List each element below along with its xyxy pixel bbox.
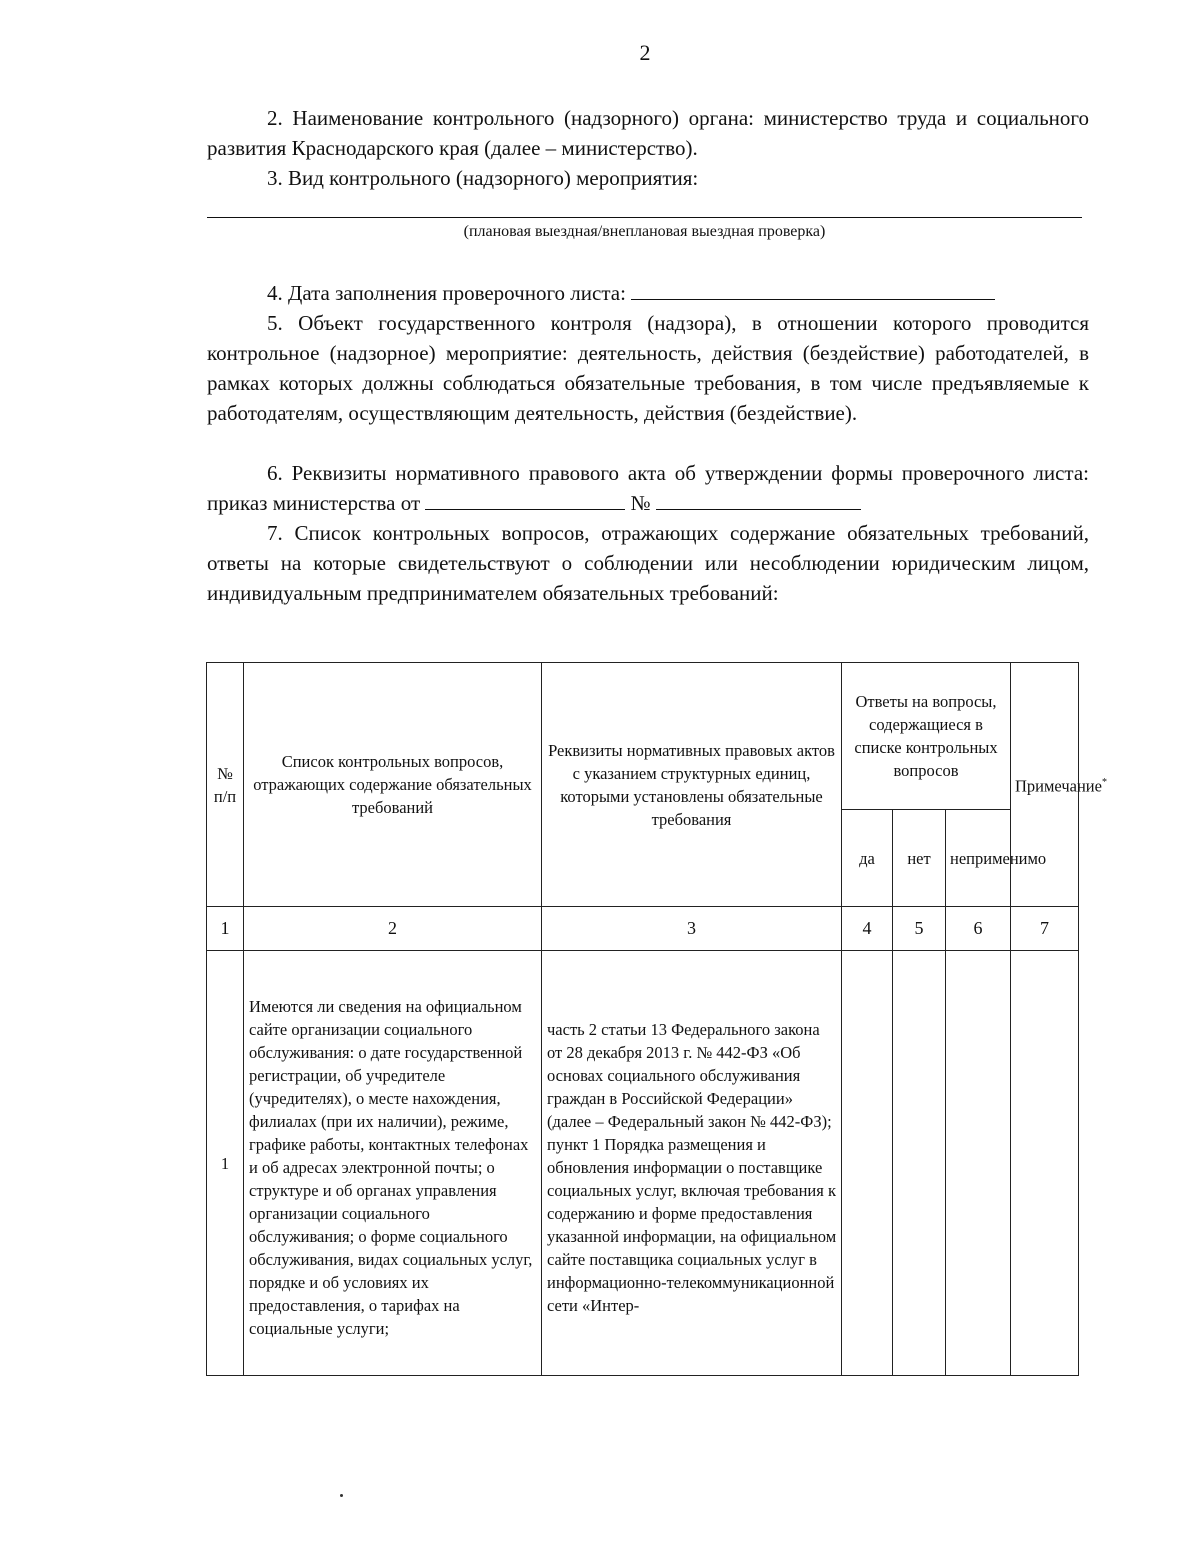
control-object-text: 5. Объект государственного контроля (надзора), в отношении которого проводится контрольное (надзорное) мероприятие: деятельность, действия (бездействие) работодателей, в рамках которых должны соблюдаться обязательные требования, в том числе предъявляемые к работодателям, осуществляющим деятельность, действия (бездействие). — [207, 311, 1089, 425]
note-cell[interactable] — [1011, 951, 1079, 1376]
fill-date-blank — [631, 279, 995, 300]
section-3-paragraph — [207, 163, 1089, 193]
section-2-paragraph — [207, 103, 1089, 163]
control-body-name-text: 2. Наименование контрольного (надзорного) органа: министерство труда и социального развития Краснодарского края (далее – министерство). — [207, 106, 1089, 160]
table-row — [207, 951, 1079, 1376]
row-question: Имеются ли сведения на официальном сайте организации социального обслуживания: о дате государственной регистрации, об учредителе (учредителях), о месте нахождения, филиалах (при их наличии), режиме, графике работы, контактных телефонах и об адресах электронной почты; о структуре и об органах управления организации социального обслуживания; о форме социального обслуживания, видах социальных услуг, порядке и об условиях их предоставления, о тарифах на социальные услуги; — [244, 951, 542, 1376]
checklist-table — [206, 662, 1107, 1376]
control-event-type-fill-line — [207, 217, 1082, 218]
page-number: 2 — [639, 40, 651, 65]
order-number-sign: № — [630, 491, 651, 515]
section-6-paragraph — [207, 458, 1089, 518]
note-footnote-mark: * — [1101, 777, 1107, 789]
column-number: 4 — [842, 907, 893, 951]
header-questions: Список контрольных вопросов, отражающих содержание обязательных требований — [244, 663, 542, 907]
scan-speck — [340, 1494, 343, 1497]
section-4-paragraph — [207, 278, 1089, 308]
order-number-blank — [656, 489, 861, 510]
header-note: Примечание* — [1011, 663, 1079, 907]
header-num: № п/п — [207, 663, 244, 907]
row-requisites: часть 2 статьи 13 Федерального закона от 28 декабря 2013 г. № 442-ФЗ «Об основах социального обслуживания граждан в Российской Федерации» (далее – Федеральный закон № 442-ФЗ); пункт 1 Порядка размещения и обновления информации о поставщике социальных услуг, включая требования к содержанию и форме предоставления указанной информации, на официальном сайте поставщика социальных услуг в информационно-телекоммуникационной сети «Интер- — [542, 951, 842, 1376]
column-number: 3 — [542, 907, 842, 951]
control-questions-intro-text: 7. Список контрольных вопросов, отражающих содержание обязательных требований, ответы на которые свидетельствуют о соблюдении или несоблюдении юридическим лицом, индивидуальным предпринимателем обязательных требований: — [207, 521, 1089, 605]
column-number: 6 — [946, 907, 1011, 951]
control-event-type-caption: (плановая выездная/внеплановая выездная проверка) — [463, 223, 826, 240]
control-event-type-text: 3. Вид контрольного (надзорного) мероприятия: — [267, 166, 699, 190]
order-requisites-text: 6. Реквизиты нормативного правового акта об утверждении формы проверочного листа: приказ министерства от — [207, 461, 1089, 515]
answer-na-cell[interactable] — [946, 951, 1011, 1376]
column-number: 2 — [244, 907, 542, 951]
header-answers: Ответы на вопросы, содержащиеся в списке контрольных вопросов — [842, 663, 1011, 810]
answer-yes-cell[interactable] — [842, 951, 893, 1376]
header-no: нет — [893, 810, 946, 907]
section-5-paragraph — [207, 308, 1089, 428]
answer-no-cell[interactable] — [893, 951, 946, 1376]
header-na: неприменимо — [946, 810, 1011, 907]
row-number: 1 — [207, 951, 244, 1376]
column-number: 7 — [1011, 907, 1079, 951]
header-yes: да — [842, 810, 893, 907]
order-date-blank — [425, 489, 625, 510]
column-number: 1 — [207, 907, 244, 951]
column-number: 5 — [893, 907, 946, 951]
fill-date-label: 4. Дата заполнения проверочного листа: — [267, 281, 626, 305]
section-7-paragraph — [207, 518, 1089, 608]
header-requisites: Реквизиты нормативных правовых актов с указанием структурных единиц, которыми установлены обязательные требования — [542, 663, 842, 907]
column-number-row — [207, 907, 1079, 951]
